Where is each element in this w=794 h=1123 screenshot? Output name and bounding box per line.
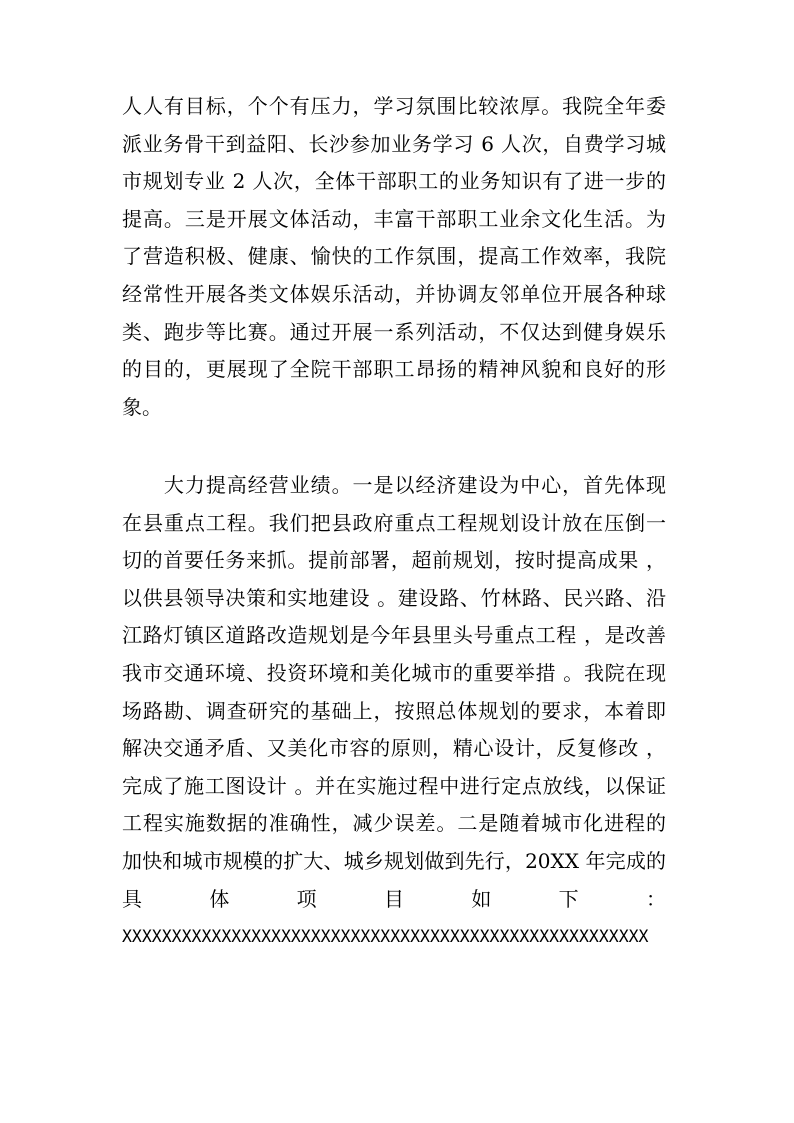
spread-text-line xyxy=(122,881,666,919)
text-line: 的目的，更展现了全院干部职工昂扬的精神风貌和良好的形 xyxy=(122,357,666,382)
text-line: 提高。三是开展文体活动，丰富干部职工业余文化生活。为 xyxy=(122,206,666,231)
spread-char: ： xyxy=(645,886,666,911)
text-line: 解决交通矛盾、又美化市容的原则，精心设计，反复修改 ， xyxy=(122,736,666,761)
text-line: 我市交通环境、投资环境和美化城市的重要举措 。我院在现 xyxy=(122,660,666,685)
text-line: 经常性开展各类文体娱乐活动，并协调友邻单位开展各种球 xyxy=(122,281,666,306)
spread-char: 下 xyxy=(558,886,579,911)
text-line: 象。 xyxy=(122,394,162,419)
spread-char: 体 xyxy=(209,886,230,911)
spread-char: 目 xyxy=(383,886,404,911)
text-line: 了营造积极、健康、愉快的工作氛围，提高工作效率，我院 xyxy=(122,244,666,269)
text-line: 场路勘、调查研究的基础上，按照总体规划的要求，本着即 xyxy=(122,698,666,723)
text-line: 人人有目标，个个有压力，学习氛围比较浓厚。我院全年委 xyxy=(122,94,666,118)
text-line: 完成了施工图设计 。并在实施过程中进行定点放线，以保证 xyxy=(122,773,666,798)
paragraph-activities xyxy=(122,88,666,426)
text-line: 类、跑步等比赛。通过开展一系列活动，不仅达到健身娱乐 xyxy=(122,319,666,344)
text-line: 在县重点工程。我们把县政府重点工程规划设计放在压倒一 xyxy=(122,510,666,535)
text-line: 江路灯镇区道路改造规划是今年县里头号重点工程 ，是改善 xyxy=(122,623,666,648)
spread-char: 具 xyxy=(122,886,142,911)
text-line: 派业务骨干到益阳、长沙参加业务学习 6 人次，自费学习城 xyxy=(122,131,666,156)
placeholder-x-line: XXXXXXXXXXXXXXXXXXXXXXXXXXXXXXXXXXXXXXXXXXXXXXXXXXXXX xyxy=(122,927,649,947)
text-line: 以供县领导决策和实地建设 。建设路、竹林路、民兴路、沿 xyxy=(122,585,666,610)
spread-char: 如 xyxy=(471,886,492,911)
text-line: 大力提高经营业绩。一是以经济建设为中心，首先体现 xyxy=(122,473,666,497)
paragraph-business-performance xyxy=(122,467,666,956)
spread-char: 项 xyxy=(296,886,317,911)
text-line: 工程实施数据的准确性，减少误差。二是随着城市化进程的 xyxy=(122,811,666,836)
text-line: 市规划专业 2 人次，全体干部职工的业务知识有了进一步的 xyxy=(122,169,666,194)
text-line: 切的首要任务来抓。提前部署，超前规划，按时提高成果 ， xyxy=(122,548,666,573)
text-line: 加快和城市规模的扩大、城乡规划做到先行，20XX 年完成的 xyxy=(122,848,666,873)
